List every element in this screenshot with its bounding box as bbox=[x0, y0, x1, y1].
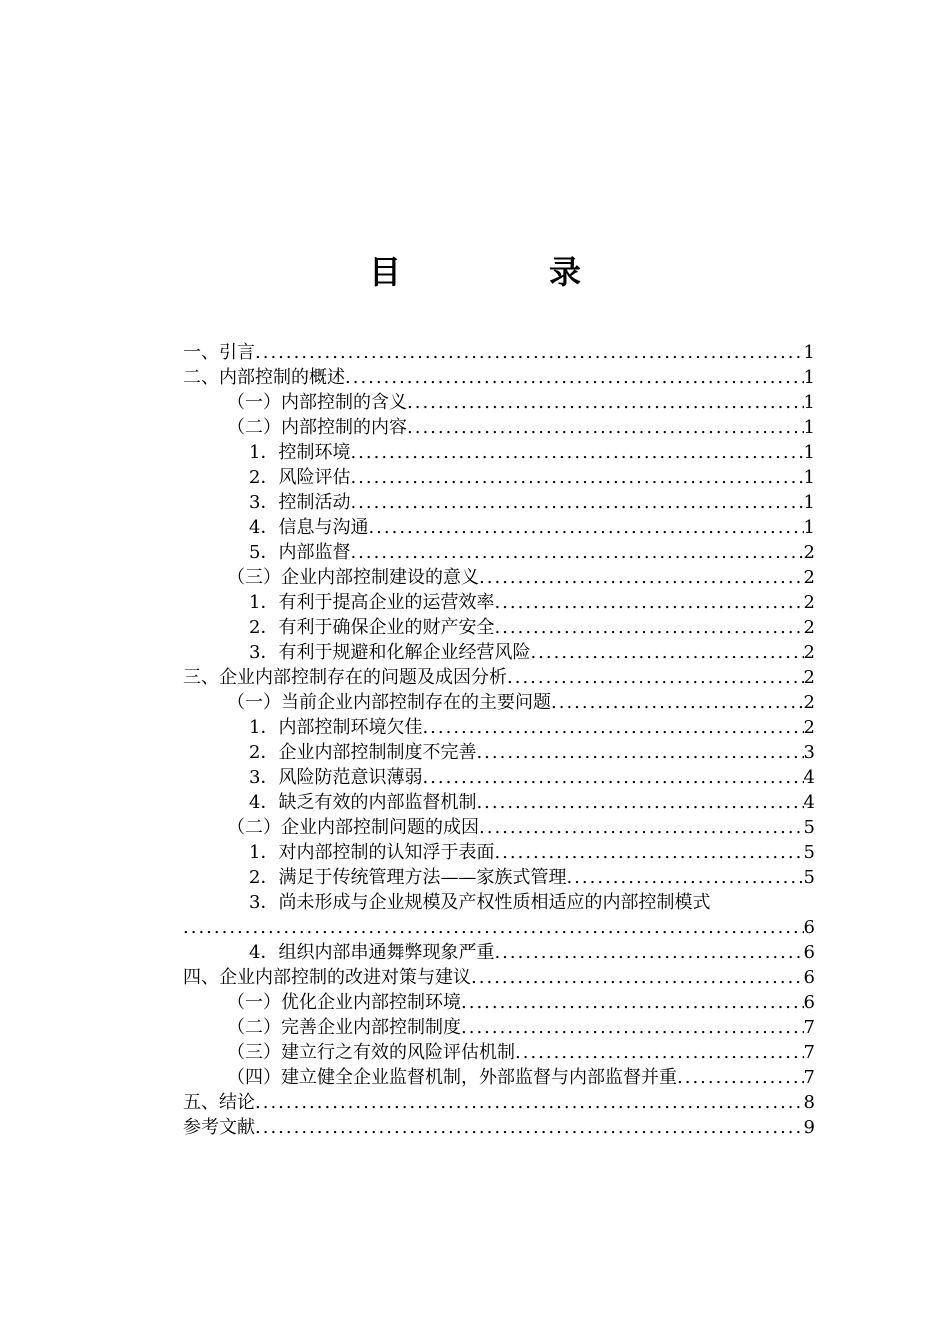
toc-dot-leader bbox=[345, 365, 804, 390]
toc-entry[interactable] bbox=[183, 990, 815, 1015]
toc-page-number: 1 bbox=[803, 467, 815, 488]
toc-page-number: 4 bbox=[803, 767, 815, 788]
toc-entry-text: 2．风险评估 bbox=[249, 467, 351, 488]
toc-entry-text: 2．满足于传统管理方法——家族式管理 bbox=[249, 867, 567, 888]
toc-entry-text: 1．内部控制环境欠佳 bbox=[249, 717, 423, 738]
toc-dot-leader bbox=[461, 990, 804, 1015]
toc-entry-text: （二）企业内部控制问题的成因 bbox=[227, 817, 479, 838]
toc-entry[interactable] bbox=[183, 890, 815, 940]
toc-dot-leader bbox=[530, 640, 803, 665]
toc-dot-leader bbox=[515, 1040, 804, 1065]
toc-entry[interactable] bbox=[183, 1015, 815, 1040]
toc-entry[interactable] bbox=[183, 590, 815, 615]
toc-entry-text: 2．企业内部控制制度不完善 bbox=[249, 742, 477, 763]
toc-dot-leader bbox=[566, 865, 803, 890]
toc-entry[interactable] bbox=[183, 515, 815, 540]
toc-entry[interactable] bbox=[183, 815, 815, 840]
toc-entry-text: （二）完善企业内部控制制度 bbox=[227, 1017, 461, 1038]
toc-page-number: 6 bbox=[803, 992, 815, 1013]
toc-entry-text: （一）优化企业内部控制环境 bbox=[227, 992, 461, 1013]
toc-entry-text: （三）建立行之有效的风险评估机制 bbox=[227, 1042, 515, 1063]
toc-dot-leader bbox=[368, 515, 803, 540]
toc-entry[interactable] bbox=[183, 790, 815, 815]
toc-entry-text: 5．内部监督 bbox=[249, 542, 351, 563]
toc-entry-text: 3．尚未形成与企业规模及产权性质相适应的内部控制模式 bbox=[249, 892, 711, 913]
toc-entry-text: （一）内部控制的含义 bbox=[227, 392, 407, 413]
toc-page-number: 1 bbox=[803, 367, 815, 388]
toc-entry[interactable] bbox=[183, 715, 815, 740]
toc-page-number: 7 bbox=[803, 1067, 815, 1088]
toc-page-number: 2 bbox=[803, 617, 815, 638]
toc-page-number: 3 bbox=[803, 742, 815, 763]
toc-entry[interactable] bbox=[183, 465, 815, 490]
toc-dot-leader bbox=[255, 1090, 804, 1115]
toc-entry[interactable] bbox=[183, 390, 815, 415]
toc-entry[interactable] bbox=[183, 440, 815, 465]
toc-dot-leader bbox=[677, 1065, 804, 1090]
toc-entry[interactable] bbox=[183, 1090, 815, 1115]
toc-entry-text: 4．缺乏有效的内部监督机制 bbox=[249, 792, 477, 813]
toc-dot-leader bbox=[350, 465, 803, 490]
toc-entry[interactable] bbox=[183, 540, 815, 565]
toc-entry-text: 4．信息与沟通 bbox=[249, 517, 369, 538]
toc-dot-leader bbox=[422, 765, 803, 790]
toc-page-number: 7 bbox=[803, 1042, 815, 1063]
toc-entry-text: 五、结论 bbox=[183, 1092, 255, 1113]
toc-entry[interactable] bbox=[183, 765, 815, 790]
toc-entry[interactable] bbox=[183, 940, 815, 965]
toc-page-number: 2 bbox=[803, 692, 815, 713]
toc-entry[interactable] bbox=[183, 365, 815, 390]
toc-entry-text: （四）建立健全企业监督机制，外部监督与内部监督并重 bbox=[227, 1067, 677, 1088]
toc-entry[interactable] bbox=[183, 690, 815, 715]
toc-dot-leader bbox=[476, 790, 803, 815]
toc-dot-leader bbox=[422, 715, 803, 740]
toc-dot-leader bbox=[183, 915, 804, 940]
toc-dot-leader bbox=[494, 590, 803, 615]
toc-page-number: 2 bbox=[803, 567, 815, 588]
toc-entry[interactable] bbox=[183, 740, 815, 765]
toc-page-number: 6 bbox=[803, 942, 815, 963]
toc-page-number: 5 bbox=[803, 867, 815, 888]
toc-page-number: 5 bbox=[803, 817, 815, 838]
toc-entry-text: 参考文献 bbox=[183, 1117, 255, 1138]
toc-entry-text: 四、企业内部控制的改进对策与建议 bbox=[183, 967, 471, 988]
toc-dot-leader bbox=[407, 390, 804, 415]
toc-entry-text: （一）当前企业内部控制存在的主要问题 bbox=[227, 692, 551, 713]
toc-dot-leader bbox=[461, 1015, 804, 1040]
toc-entry[interactable] bbox=[183, 1065, 815, 1090]
toc-page-number: 1 bbox=[803, 442, 815, 463]
toc-page-number: 1 bbox=[803, 517, 815, 538]
toc-page-number: 1 bbox=[803, 492, 815, 513]
toc-page-number: 2 bbox=[803, 542, 815, 563]
toc-entry[interactable] bbox=[183, 1040, 815, 1065]
toc-dot-leader bbox=[476, 740, 803, 765]
toc-dot-leader bbox=[255, 340, 804, 365]
toc-page-number: 5 bbox=[803, 842, 815, 863]
toc-entry-text: （二）内部控制的内容 bbox=[227, 417, 407, 438]
toc-entry-text: 1．控制环境 bbox=[249, 442, 351, 463]
toc-dot-leader bbox=[407, 415, 804, 440]
toc-entry[interactable] bbox=[183, 965, 815, 990]
toc-page-number: 1 bbox=[803, 342, 815, 363]
toc-entry[interactable] bbox=[183, 490, 815, 515]
toc-dot-leader bbox=[507, 665, 804, 690]
toc-dot-leader bbox=[350, 440, 803, 465]
toc-entry[interactable] bbox=[183, 415, 815, 440]
toc-page-number: 4 bbox=[803, 792, 815, 813]
toc-dot-leader bbox=[494, 615, 803, 640]
toc-page-number: 8 bbox=[803, 1092, 815, 1113]
toc-page-number: 6 bbox=[803, 917, 815, 938]
toc-entry[interactable] bbox=[183, 565, 815, 590]
toc-entry-text: 三、企业内部控制存在的问题及成因分析 bbox=[183, 667, 507, 688]
toc-page-number: 2 bbox=[803, 667, 815, 688]
toc-page-number: 1 bbox=[803, 392, 815, 413]
toc-entry-text: 3．风险防范意识薄弱 bbox=[249, 767, 423, 788]
toc-entry-text: 3．控制活动 bbox=[249, 492, 351, 513]
toc-page-number: 2 bbox=[803, 592, 815, 613]
toc-dot-leader bbox=[350, 540, 803, 565]
toc-dot-leader bbox=[255, 1115, 804, 1140]
toc-dot-leader bbox=[551, 690, 804, 715]
toc-entry[interactable] bbox=[183, 640, 815, 665]
toc-entry-text: 1．有利于提高企业的运营效率 bbox=[249, 592, 495, 613]
page-title: 目 录 bbox=[368, 253, 639, 291]
toc-entry-text: 二、内部控制的概述 bbox=[183, 367, 345, 388]
toc-page-number: 2 bbox=[803, 642, 815, 663]
toc-page-number: 2 bbox=[803, 717, 815, 738]
toc-page-number: 1 bbox=[803, 417, 815, 438]
toc-dot-leader bbox=[479, 815, 804, 840]
toc-entry-text: 2．有利于确保企业的财产安全 bbox=[249, 617, 495, 638]
toc-entry-text: 4．组织内部串通舞弊现象严重 bbox=[249, 942, 495, 963]
toc-entry-text: （三）企业内部控制建设的意义 bbox=[227, 567, 479, 588]
toc-entry[interactable] bbox=[183, 340, 815, 365]
toc-entry-text: 1．对内部控制的认知浮于表面 bbox=[249, 842, 495, 863]
toc-page-number: 6 bbox=[803, 967, 815, 988]
toc-dot-leader bbox=[494, 840, 803, 865]
toc-entry-text: 一、引言 bbox=[183, 342, 255, 363]
table-of-contents bbox=[183, 340, 815, 1140]
toc-dot-leader bbox=[471, 965, 804, 990]
toc-entry[interactable] bbox=[183, 840, 815, 865]
toc-entry[interactable] bbox=[183, 615, 815, 640]
toc-entry[interactable] bbox=[183, 1115, 815, 1140]
toc-dot-leader bbox=[350, 490, 803, 515]
toc-page-number: 9 bbox=[803, 1117, 815, 1138]
toc-entry[interactable] bbox=[183, 665, 815, 690]
toc-entry-text: 3．有利于规避和化解企业经营风险 bbox=[249, 642, 531, 663]
toc-dot-leader bbox=[479, 565, 804, 590]
toc-entry[interactable] bbox=[183, 865, 815, 890]
toc-dot-leader bbox=[494, 940, 803, 965]
toc-page-number: 7 bbox=[803, 1017, 815, 1038]
